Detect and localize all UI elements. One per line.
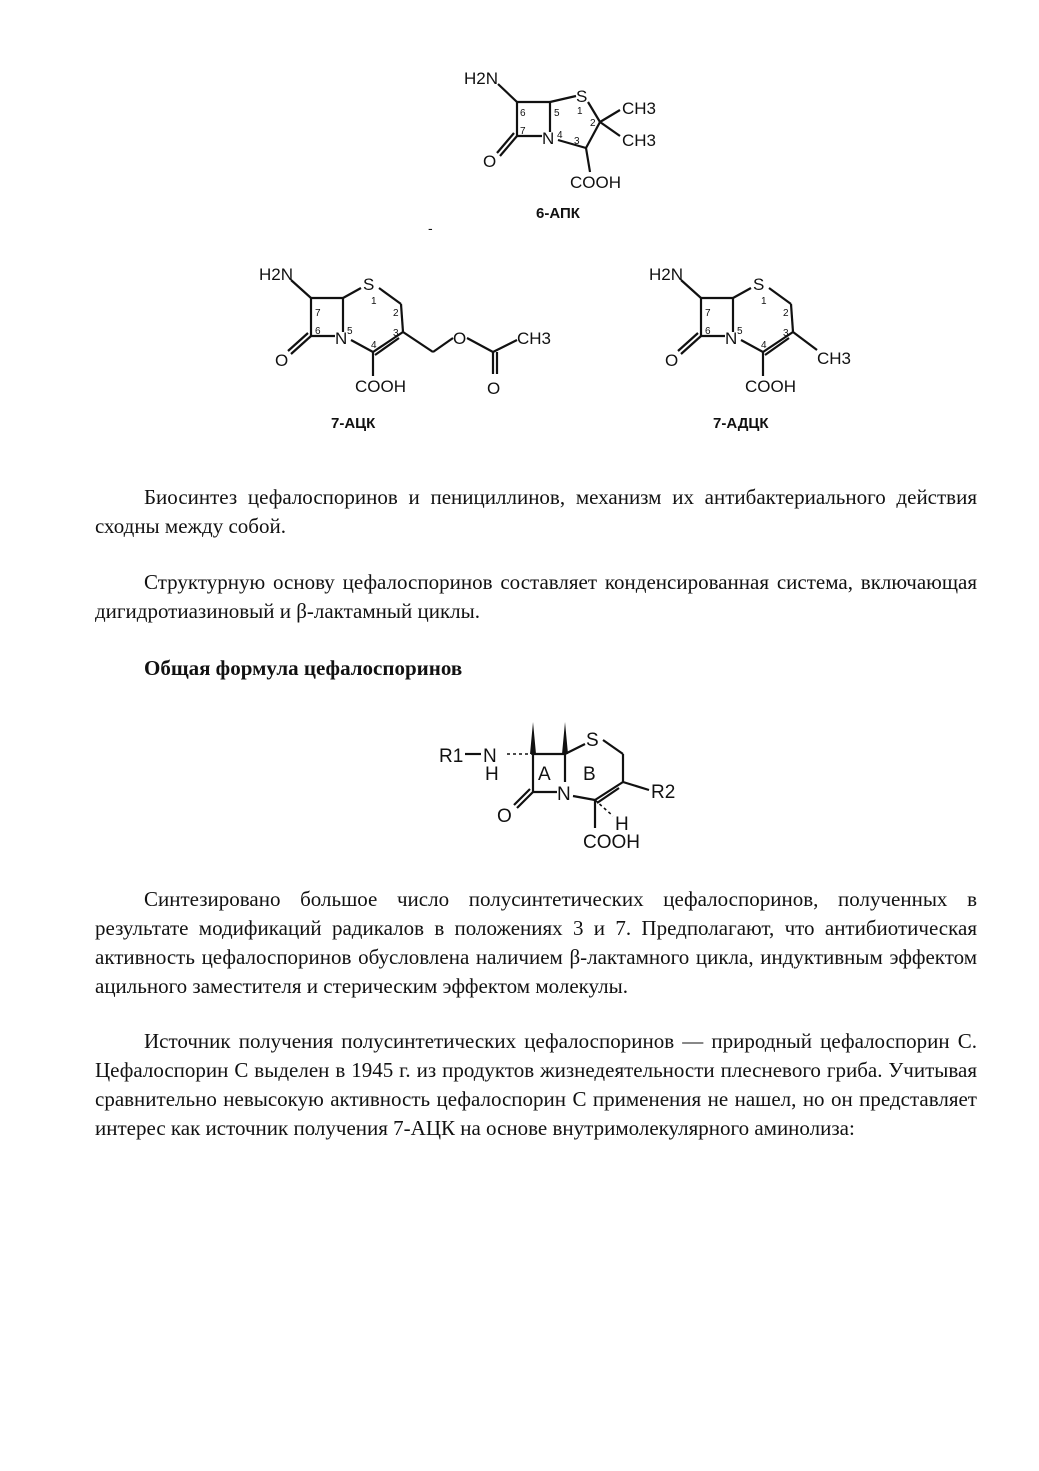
atom-ch3: CH3 xyxy=(817,349,852,368)
locant: 5 xyxy=(554,108,560,119)
bond xyxy=(623,782,649,790)
bond xyxy=(403,332,433,352)
atom-o: O xyxy=(275,351,289,370)
atom-s: S xyxy=(753,275,765,294)
bond xyxy=(550,96,576,102)
separator-mark: - xyxy=(428,220,433,236)
atom-s: S xyxy=(363,275,375,294)
bond xyxy=(595,782,623,800)
bond xyxy=(558,140,586,148)
bond xyxy=(600,122,620,136)
bond xyxy=(733,288,751,298)
bond xyxy=(793,332,817,350)
atom-ch3: CH3 xyxy=(517,329,552,348)
bond xyxy=(791,304,793,332)
structure-label-6-apk: 6-АПК xyxy=(536,205,580,222)
bond xyxy=(433,338,453,352)
structure-label-7-acc: 7-АЦК xyxy=(331,415,376,432)
locant: 6 xyxy=(520,108,526,119)
atom-n: N xyxy=(725,329,738,348)
atom-h2n: H2N xyxy=(649,265,684,284)
bond xyxy=(769,288,791,304)
atom-o: O xyxy=(497,806,512,827)
bond xyxy=(573,796,595,800)
locant: 3 xyxy=(783,328,789,339)
locant: 4 xyxy=(557,130,563,141)
locant: 3 xyxy=(393,328,399,339)
paragraph-structure-basis: Структурную основу цефалоспоринов составляет конденсированная система, включающая дигидротиазиновый и β-лактамный циклы. xyxy=(95,570,977,623)
structure-label-7-adcc: 7-АДЦК xyxy=(713,415,769,432)
atom-ch3-top: CH3 xyxy=(622,99,657,118)
atom-o-ester: O xyxy=(453,329,467,348)
paragraph-biosynthesis: Биосинтез цефалоспоринов и пенициллинов, механизм их антибактериального действия сходны между собой. xyxy=(95,485,977,538)
bond xyxy=(467,338,493,352)
locant: 1 xyxy=(371,296,377,307)
bond xyxy=(343,288,361,298)
atom-ch3-bottom: CH3 xyxy=(622,131,657,150)
structure-general-formula xyxy=(435,710,695,860)
bond xyxy=(600,110,620,122)
locant: 5 xyxy=(347,326,353,337)
locant: 2 xyxy=(393,308,399,319)
atom-cooh: COOH xyxy=(355,377,406,396)
locant: 5 xyxy=(737,326,743,337)
locant: 1 xyxy=(577,106,583,117)
bond xyxy=(351,340,373,352)
atom-nh-n: N xyxy=(483,746,497,767)
locant: 7 xyxy=(705,308,711,319)
locant: 6 xyxy=(705,326,711,337)
bond xyxy=(586,148,590,172)
structure-7-adcc xyxy=(645,260,875,440)
locant: 2 xyxy=(590,118,596,129)
paragraph-semisynthetic: Синтезировано большое число полусинтетических цефалоспоринов, полученных в результате модификаций радикалов в положениях 3 и 7. Предполагают, что антибиотическая активность цефалоспоринов обусловлена наличием β-лактамного цикла, индуктивным эффектом ацильного заместителя и стерическим эффектом молекулы. xyxy=(95,887,977,998)
atom-n: N xyxy=(335,329,348,348)
bond xyxy=(375,338,399,355)
locant: 4 xyxy=(761,340,767,351)
atom-s: S xyxy=(586,730,599,751)
atom-o-carbonyl: O xyxy=(487,379,501,398)
bond xyxy=(498,84,517,102)
bond-wedge xyxy=(562,722,568,754)
locant: 7 xyxy=(520,126,526,137)
bond xyxy=(681,280,701,298)
locant: 7 xyxy=(315,308,321,319)
atom-o: O xyxy=(665,351,679,370)
structure-7-acc xyxy=(255,260,575,440)
section-heading: Общая формула цефалоспоринов xyxy=(144,656,463,680)
atom-n: N xyxy=(542,129,555,148)
atom-r2: R2 xyxy=(651,782,676,803)
atom-o: O xyxy=(483,152,497,171)
bond xyxy=(379,288,401,304)
atom-h: H xyxy=(615,814,629,835)
atom-s: S xyxy=(576,87,588,106)
atom-n: N xyxy=(557,784,571,805)
atom-cooh: COOH xyxy=(570,173,621,192)
atom-h2n: H2N xyxy=(464,69,499,88)
bond xyxy=(401,304,403,332)
bond xyxy=(291,280,311,298)
paragraph-source: Источник получения полусинтетических цефалоспоринов — природный цефалоспорин С. Цефалоспорин С выделен в 1945 г. из продуктов жизнедеятельности плесневого гриба. Учитывая сравнительно невысокую активность цефалоспорин С применения не нашел, но он представляет интерес как источник получения 7-АЦК на основе внутримолекулярного аминолиза: xyxy=(95,1029,977,1140)
atom-nh-h: H xyxy=(485,764,499,785)
bond xyxy=(493,340,517,352)
locant: 4 xyxy=(371,340,377,351)
bond xyxy=(741,340,763,352)
atom-cooh: COOH xyxy=(583,832,640,853)
bond xyxy=(603,740,623,754)
bond xyxy=(765,338,789,355)
locant: 2 xyxy=(783,308,789,319)
locant: 6 xyxy=(315,326,321,337)
ring-label-a: A xyxy=(538,764,551,785)
structure-6-apk xyxy=(450,60,690,230)
atom-h2n: H2N xyxy=(259,265,294,284)
locant: 3 xyxy=(574,136,580,147)
atom-cooh: COOH xyxy=(745,377,796,396)
locant: 1 xyxy=(761,296,767,307)
atom-r1: R1 xyxy=(439,746,464,767)
ring-label-b: B xyxy=(583,764,596,785)
bond-wedge xyxy=(530,722,536,754)
bond xyxy=(565,744,585,754)
